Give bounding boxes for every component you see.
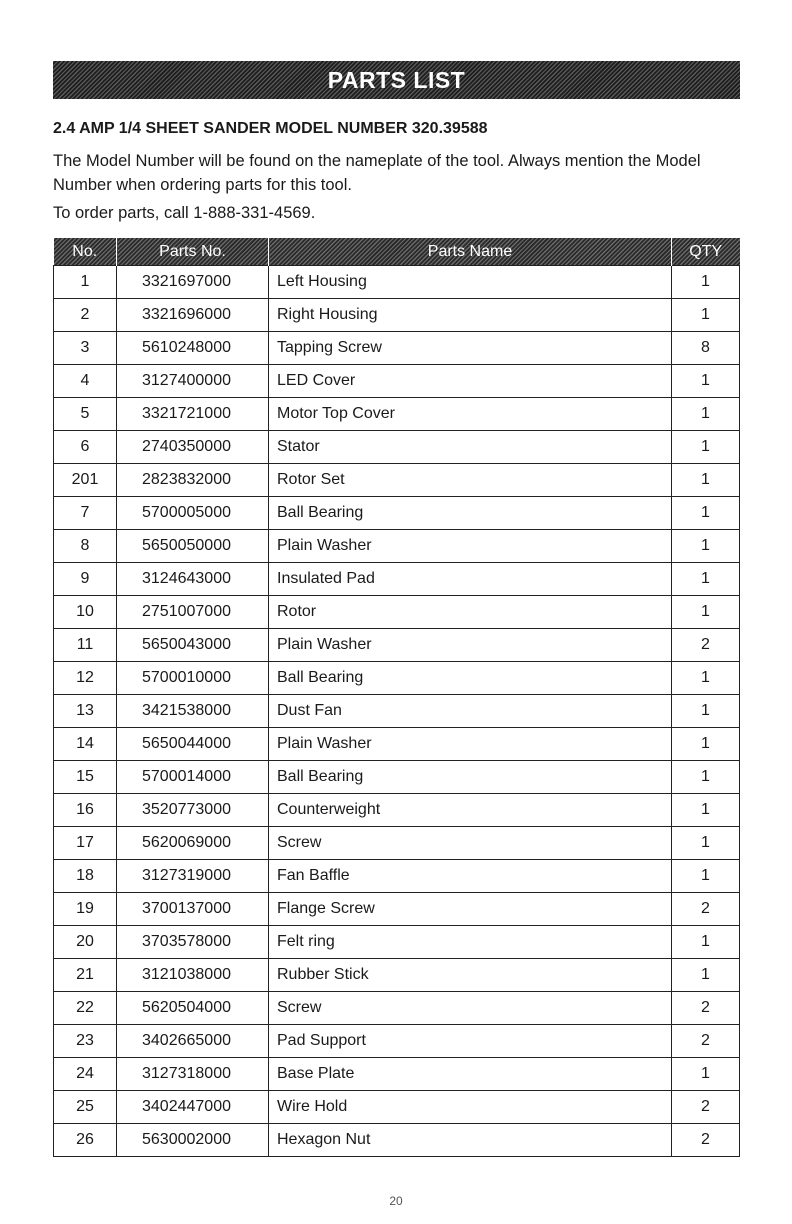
cell-no: 4 (54, 365, 117, 398)
table-row (54, 365, 740, 398)
table-header-row (54, 238, 740, 266)
cell-no: 9 (54, 563, 117, 596)
cell-qty: 1 (672, 596, 740, 629)
table-row (54, 695, 740, 728)
cell-no: 2 (54, 299, 117, 332)
cell-qty: 1 (672, 926, 740, 959)
table-row (54, 629, 740, 662)
cell-no: 201 (54, 464, 117, 497)
cell-qty: 1 (672, 860, 740, 893)
cell-qty: 1 (672, 662, 740, 695)
cell-qty: 2 (672, 1124, 740, 1157)
cell-no: 16 (54, 794, 117, 827)
cell-no: 25 (54, 1091, 117, 1124)
cell-parts-no: 5650044000 (117, 728, 269, 761)
cell-parts-name: Wire Hold (269, 1091, 672, 1124)
cell-qty: 8 (672, 332, 740, 365)
table-row (54, 464, 740, 497)
table-row (54, 926, 740, 959)
cell-parts-no: 2823832000 (117, 464, 269, 497)
cell-no: 22 (54, 992, 117, 1025)
cell-qty: 2 (672, 1025, 740, 1058)
table-row (54, 1025, 740, 1058)
cell-parts-name: Ball Bearing (269, 662, 672, 695)
cell-parts-no: 3127318000 (117, 1058, 269, 1091)
cell-parts-no: 3700137000 (117, 893, 269, 926)
cell-parts-name: Left Housing (269, 266, 672, 299)
table-row (54, 959, 740, 992)
cell-parts-name: Ball Bearing (269, 761, 672, 794)
cell-qty: 1 (672, 398, 740, 431)
cell-parts-no: 3321696000 (117, 299, 269, 332)
cell-no: 6 (54, 431, 117, 464)
cell-no: 17 (54, 827, 117, 860)
cell-parts-name: Base Plate (269, 1058, 672, 1091)
cell-parts-no: 5620504000 (117, 992, 269, 1025)
cell-parts-no: 3121038000 (117, 959, 269, 992)
table-row (54, 1091, 740, 1124)
cell-no: 11 (54, 629, 117, 662)
cell-parts-name: Screw (269, 827, 672, 860)
table-row (54, 1058, 740, 1091)
cell-parts-name: Plain Washer (269, 728, 672, 761)
cell-qty: 1 (672, 728, 740, 761)
order-phone-line: To order parts, call 1-888-331-4569. (53, 204, 316, 222)
cell-parts-name: Rubber Stick (269, 959, 672, 992)
cell-qty: 1 (672, 266, 740, 299)
table-row (54, 530, 740, 563)
cell-qty: 1 (672, 827, 740, 860)
cell-parts-no: 5650050000 (117, 530, 269, 563)
cell-no: 20 (54, 926, 117, 959)
cell-qty: 1 (672, 1058, 740, 1091)
intro-paragraph: The Model Number will be found on the nameplate of the tool. Always mention the Model Number when ordering parts for this tool. (53, 152, 701, 194)
table-row (54, 893, 740, 926)
header-no: No. (54, 238, 117, 266)
cell-parts-name: Rotor Set (269, 464, 672, 497)
cell-parts-name: Tapping Screw (269, 332, 672, 365)
header-parts-name: Parts Name (269, 238, 672, 266)
cell-parts-name: Motor Top Cover (269, 398, 672, 431)
cell-parts-name: Flange Screw (269, 893, 672, 926)
cell-parts-name: Screw (269, 992, 672, 1025)
cell-qty: 1 (672, 497, 740, 530)
cell-qty: 1 (672, 431, 740, 464)
cell-qty: 1 (672, 365, 740, 398)
cell-parts-name: Rotor (269, 596, 672, 629)
cell-qty: 1 (672, 695, 740, 728)
cell-qty: 2 (672, 1091, 740, 1124)
table-row (54, 728, 740, 761)
parts-table (53, 238, 740, 1157)
parts-table-body (54, 266, 740, 1157)
cell-qty: 1 (672, 299, 740, 332)
table-row (54, 596, 740, 629)
table-row (54, 332, 740, 365)
cell-parts-name: Counterweight (269, 794, 672, 827)
cell-parts-name: Pad Support (269, 1025, 672, 1058)
table-row (54, 761, 740, 794)
cell-parts-no: 3402447000 (117, 1091, 269, 1124)
cell-no: 10 (54, 596, 117, 629)
cell-qty: 1 (672, 959, 740, 992)
cell-parts-name: Fan Baffle (269, 860, 672, 893)
cell-qty: 1 (672, 563, 740, 596)
cell-parts-name: Right Housing (269, 299, 672, 332)
cell-parts-no: 3402665000 (117, 1025, 269, 1058)
cell-parts-no: 3321721000 (117, 398, 269, 431)
parts-list-banner (53, 61, 740, 99)
cell-parts-name: Stator (269, 431, 672, 464)
cell-no: 3 (54, 332, 117, 365)
cell-parts-no: 3520773000 (117, 794, 269, 827)
cell-no: 26 (54, 1124, 117, 1157)
cell-parts-no: 3321697000 (117, 266, 269, 299)
table-row (54, 563, 740, 596)
cell-parts-no: 2740350000 (117, 431, 269, 464)
table-row (54, 299, 740, 332)
cell-no: 13 (54, 695, 117, 728)
cell-parts-name: Plain Washer (269, 530, 672, 563)
banner-title: PARTS LIST (327, 66, 466, 93)
table-row (54, 1124, 740, 1157)
cell-no: 14 (54, 728, 117, 761)
cell-parts-no: 3127400000 (117, 365, 269, 398)
cell-qty: 1 (672, 794, 740, 827)
table-row (54, 266, 740, 299)
cell-parts-no: 5700005000 (117, 497, 269, 530)
table-row (54, 431, 740, 464)
cell-parts-name: Plain Washer (269, 629, 672, 662)
cell-parts-no: 3421538000 (117, 695, 269, 728)
cell-qty: 2 (672, 893, 740, 926)
cell-parts-no: 3124643000 (117, 563, 269, 596)
cell-no: 5 (54, 398, 117, 431)
table-row (54, 860, 740, 893)
cell-no: 24 (54, 1058, 117, 1091)
cell-qty: 1 (672, 464, 740, 497)
header-parts-no: Parts No. (117, 238, 269, 266)
table-row (54, 497, 740, 530)
cell-parts-name: Ball Bearing (269, 497, 672, 530)
cell-no: 1 (54, 266, 117, 299)
cell-parts-no: 5700014000 (117, 761, 269, 794)
cell-parts-no: 3703578000 (117, 926, 269, 959)
table-row (54, 827, 740, 860)
cell-no: 15 (54, 761, 117, 794)
model-heading: 2.4 AMP 1/4 SHEET SANDER MODEL NUMBER 320.39588 (53, 120, 488, 137)
cell-parts-name: LED Cover (269, 365, 672, 398)
table-row (54, 398, 740, 431)
table-row (54, 662, 740, 695)
cell-no: 8 (54, 530, 117, 563)
table-row (54, 794, 740, 827)
cell-no: 7 (54, 497, 117, 530)
cell-parts-no: 5610248000 (117, 332, 269, 365)
cell-qty: 1 (672, 530, 740, 563)
cell-parts-name: Dust Fan (269, 695, 672, 728)
page-number: 20 (389, 1194, 403, 1208)
table-row (54, 992, 740, 1025)
cell-parts-name: Insulated Pad (269, 563, 672, 596)
cell-parts-name: Hexagon Nut (269, 1124, 672, 1157)
cell-parts-no: 3127319000 (117, 860, 269, 893)
cell-parts-no: 5620069000 (117, 827, 269, 860)
cell-qty: 2 (672, 992, 740, 1025)
cell-parts-no: 5650043000 (117, 629, 269, 662)
cell-parts-no: 5630002000 (117, 1124, 269, 1157)
cell-no: 12 (54, 662, 117, 695)
cell-parts-name: Felt ring (269, 926, 672, 959)
cell-no: 23 (54, 1025, 117, 1058)
cell-no: 18 (54, 860, 117, 893)
cell-no: 21 (54, 959, 117, 992)
cell-parts-no: 5700010000 (117, 662, 269, 695)
cell-qty: 2 (672, 629, 740, 662)
header-qty: QTY (672, 238, 740, 266)
cell-parts-no: 2751007000 (117, 596, 269, 629)
cell-qty: 1 (672, 761, 740, 794)
cell-no: 19 (54, 893, 117, 926)
